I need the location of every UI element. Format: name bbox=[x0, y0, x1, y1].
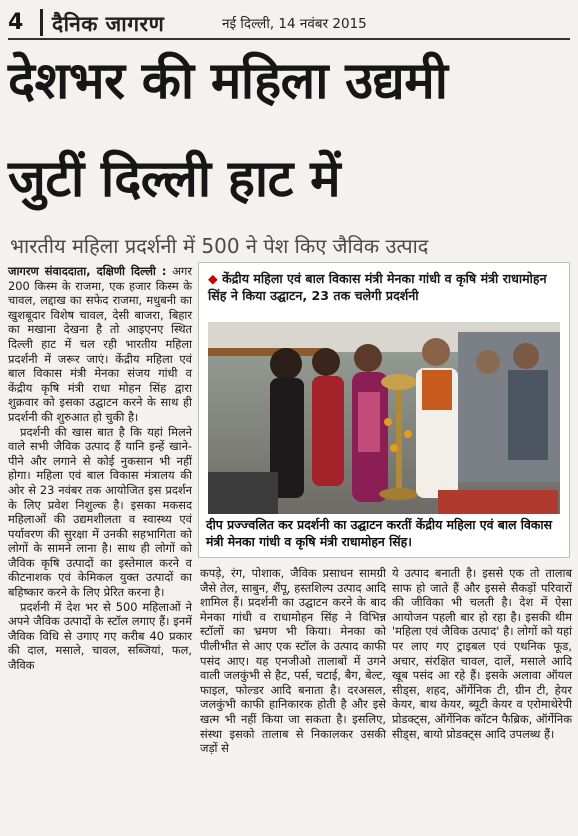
article-text: अगर 200 किस्म के राजमा, एक हजार किस्म के चावल, लद्दाख का सफेद राजमा, मधुबनी का खुशबूदार विशेष चावल, देसी बाजरा, बिहार का मखाना देखना है तो आइएनए स्थित दिल्ली हाट में चल रही भारतीय महिला प्रदर्शनी में जरूर जाएं। केंद्रीय महिला एवं बाल विकास मंत्री मेनका संजय गांधी व केंद्रीय कृषि मंत्री राधा मोहन सिंह द्वारा शुक्रवार को इसका उद्घाटन करने के साथ ही प्रदर्शनी की शुरुआत हो चुकी है। bbox=[8, 264, 193, 424]
photo-kicker-text: केंद्रीय महिला एवं बाल विकास मंत्री मेनका गांधी व कृषि मंत्री राधामोहन सिंह ने किया उद्घाटन, 23 तक चलेगी प्रदर्शनी bbox=[208, 271, 547, 303]
newspaper-brand: दैनिक जागरण bbox=[52, 12, 165, 36]
photo-caption: दीप प्रज्ज्वलित कर प्रदर्शनी का उद्घाटन करतीं केंद्रीय महिला एवं बाल विकास मंत्री मेनका गांधी व कृषि मंत्री राधामोहन सिंह। bbox=[206, 517, 552, 549]
dateline: नई दिल्ली, 14 नवंबर 2015 bbox=[222, 16, 367, 32]
article-column-3 bbox=[392, 566, 572, 741]
masthead-divider bbox=[40, 9, 43, 36]
subheadline: भारतीय महिला प्रदर्शनी में 500 ने पेश किए जैविक उत्पाद bbox=[10, 234, 429, 258]
page-number: 4 bbox=[8, 10, 24, 35]
article-paragraph bbox=[8, 264, 192, 425]
article-column-2 bbox=[200, 566, 386, 756]
photo-kicker bbox=[208, 270, 560, 304]
article-paragraph: प्रदर्शनी की खास बात है कि यहां मिलने वाले सभी जैविक उत्पाद हैं यानि इन्हें खाने-पीने और लगाने से कोई नुकसान भी नहीं होगा। महिला एवं बाल विकास मंत्रालय की ओर से 23 नवंबर तक आयोजित इस प्रदर्शन के लिए प्रवेश निशुल्क है। इसका मकसद महिलाओं की उद्यमशीलता व स्वास्थ्य एवं पर्यावरण की सुरक्षा में उनकी सहभागिता को लोगों के सामने लाना है। साथ ही लोगों को जैविक कृषि उत्पादों का इस्तेमाल करने व कीटनाशक एवं केमिकल युक्त उत्पादों का बहिष्कार करने के लिए प्रेरित करना है। bbox=[8, 424, 192, 600]
headline-line-2: जुटीं दिल्ली हाट में bbox=[8, 150, 341, 209]
masthead bbox=[0, 0, 578, 42]
article-paragraph: प्रदर्शनी में देश भर से 500 महिलाओं ने अपने जैविक उत्पादों के स्टॉल लगाए हैं। इनमें जैविक विधि से उगाए गए करीब 40 प्रकार की दाल, मसाले, चावल, सब्जियां, फल, जैविक bbox=[8, 599, 192, 673]
news-photo-image bbox=[208, 322, 560, 514]
masthead-rule bbox=[8, 38, 570, 40]
article-column-1 bbox=[8, 264, 192, 673]
news-photo bbox=[208, 322, 560, 514]
article-paragraph: कपड़े, रंग, पोशाक, जैविक प्रसाधन सामग्री जैसे तेल, साबुन, शैंपू, हस्तशिल्प उत्पाद आदि शामिल हैं। प्रदर्शनी का उद्घाटन करने के बाद मेनका गांधी व राधामोहन सिंह ने विभिन्न स्टॉलों का भ्रमण भी किया। मेनका को पीलीभीत से आए एक स्टॉल के उत्पाद काफी पसंद आए। यह एनजीओ तालाबों में उगने वाली जलकुंभी से हैट, पर्स, चटाई, बैग, बेल्ट, फाइल, फोल्डर आदि बनाता है। दरअसल, जलकुंभी काफी हानिकारक होती है और इसे खत्म भी नहीं किया जा सकता है। इसलिए, संस्था इसको तालाब से निकालकर उसकी जड़ों से bbox=[200, 566, 386, 756]
bullet-icon: ◆ bbox=[208, 271, 223, 286]
headline-line-1: देशभर की महिला उद्यमी bbox=[8, 52, 448, 111]
article-paragraph: ये उत्पाद बनाती है। इससे एक तो तालाब साफ हो जाते हैं और इससे सैकड़ों परिवारों की जीविका भी चलती है। देश में ऐसा आयोजन पहली बार हो रहा है। इसकी थीम 'महिला एवं जैविक उत्पाद' है। लोगों को यहां पर लाए गए ट्राइबल एवं एथनिक फूड, अचार, संरक्षित चावल, दालें, मसाले आदि खूब पसंद आ रहे हैं। इसके अलावा ऑयल सीड्स, शहद, ऑर्गेनिक टी, ग्रीन टी, हेयर केयर, बाथ केयर, ब्यूटी केयर व एरोमाथेरेपी प्रोडक्ट्स, ऑर्गेनिक कॉटन फैब्रिक, ऑर्गेनिक सीड्स, बायो प्रोडक्ट्स आदि उपलब्ध हैं। bbox=[392, 566, 572, 741]
byline: जागरण संवाददाता, दक्षिणी दिल्ली : bbox=[8, 264, 167, 278]
